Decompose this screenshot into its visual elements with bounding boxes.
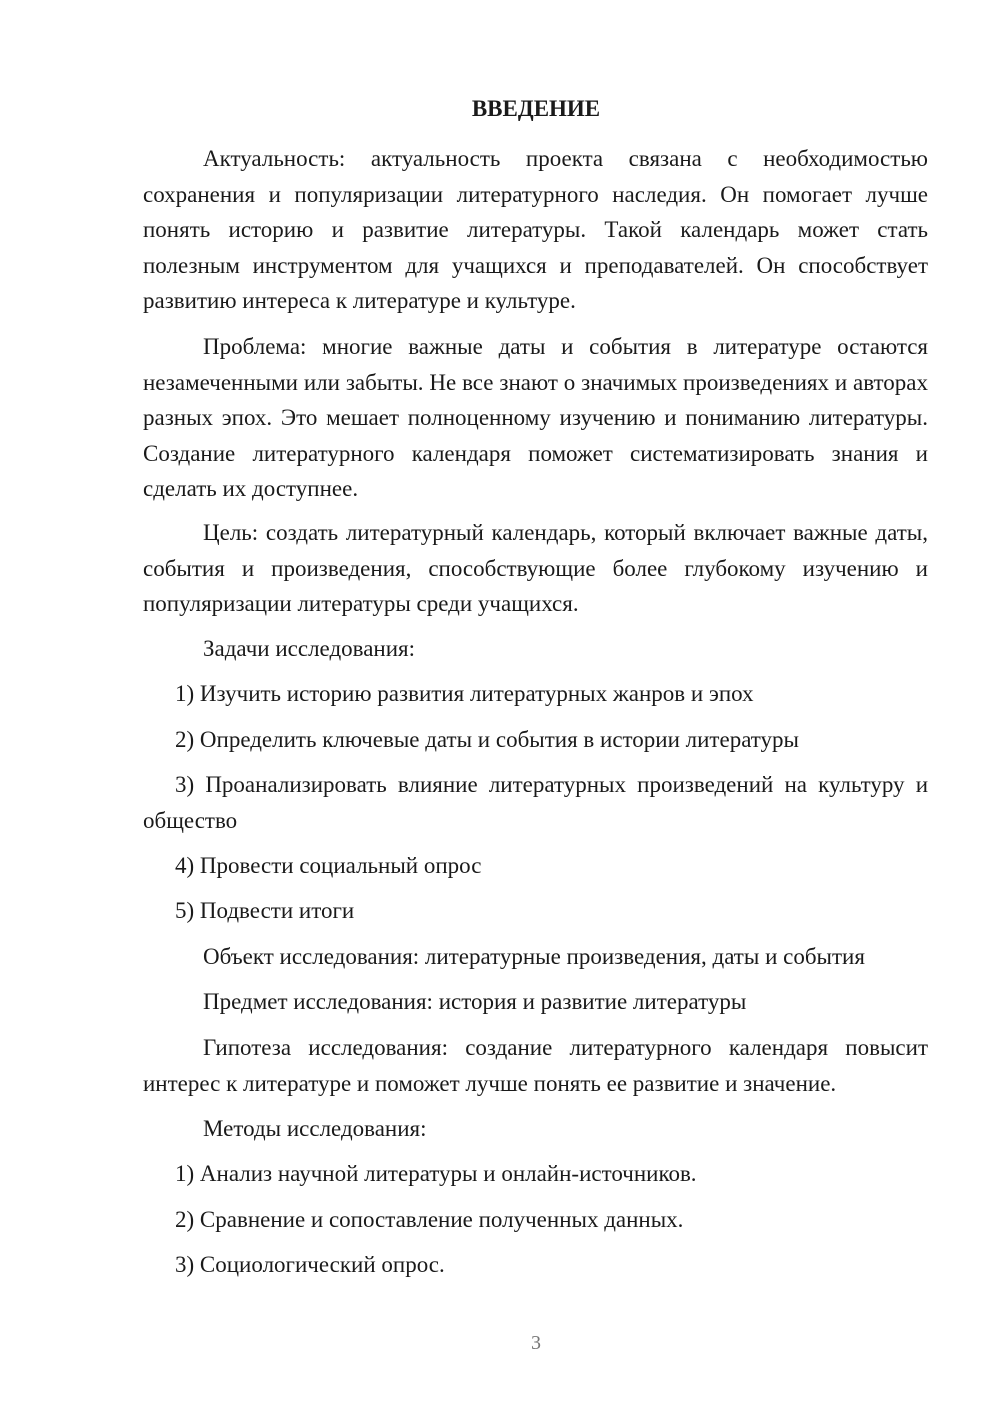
- paragraph-goal: Цель: создать литературный календарь, который включает важные даты, события и произведения, способствующие более глубокому изучению и популяризации литературы среди учащихся.: [143, 520, 928, 616]
- method-item: 2) Сравнение и сопоставление полученных данных.: [175, 1207, 684, 1232]
- paragraph-relevance: Актуальность: актуальность проекта связана с необходимостью сохранения и популяризации литературного наследия. Он помогает лучше понять историю и развитие литературы. Такой календарь может стать полезным инструментом для учащихся и преподавателей. Он способствует развитию интереса к литературе и культуре.: [143, 146, 928, 313]
- paragraph-subject: Предмет исследования: история и развитие литературы: [203, 989, 747, 1014]
- task-item: 1) Изучить историю развития литературных жанров и эпох: [175, 681, 754, 706]
- task-item: 5) Подвести итоги: [175, 898, 355, 923]
- task-item: 4) Провести социальный опрос: [175, 853, 482, 878]
- methods-heading: Методы исследования:: [203, 1116, 427, 1141]
- task-item: 3) Проанализировать влияние литературных произведений на культуру и общество: [143, 772, 928, 833]
- task-item: 2) Определить ключевые даты и события в истории литературы: [175, 727, 800, 752]
- method-item: 1) Анализ научной литературы и онлайн-источников.: [175, 1161, 697, 1186]
- page-number: 3: [531, 1332, 541, 1354]
- paragraph-problem: Проблема: многие важные даты и события в литературе остаются незамеченными или забыты. Не все знают о значимых произведениях и авторах разных эпох. Это мешает полноценному изучению и пониманию литературы. Создание литературного календаря поможет систематизировать знания и сделать их доступнее.: [143, 334, 928, 501]
- page-title: ВВЕДЕНИЕ: [471, 96, 601, 121]
- paragraph-object: Объект исследования: литературные произведения, даты и события: [203, 944, 865, 969]
- tasks-heading: Задачи исследования:: [203, 636, 416, 661]
- method-item: 3) Социологический опрос.: [175, 1252, 445, 1277]
- paragraph-hypothesis: Гипотеза исследования: создание литературного календаря повысит интерес к литературе и поможет лучше понять ее развитие и значение.: [143, 1035, 928, 1096]
